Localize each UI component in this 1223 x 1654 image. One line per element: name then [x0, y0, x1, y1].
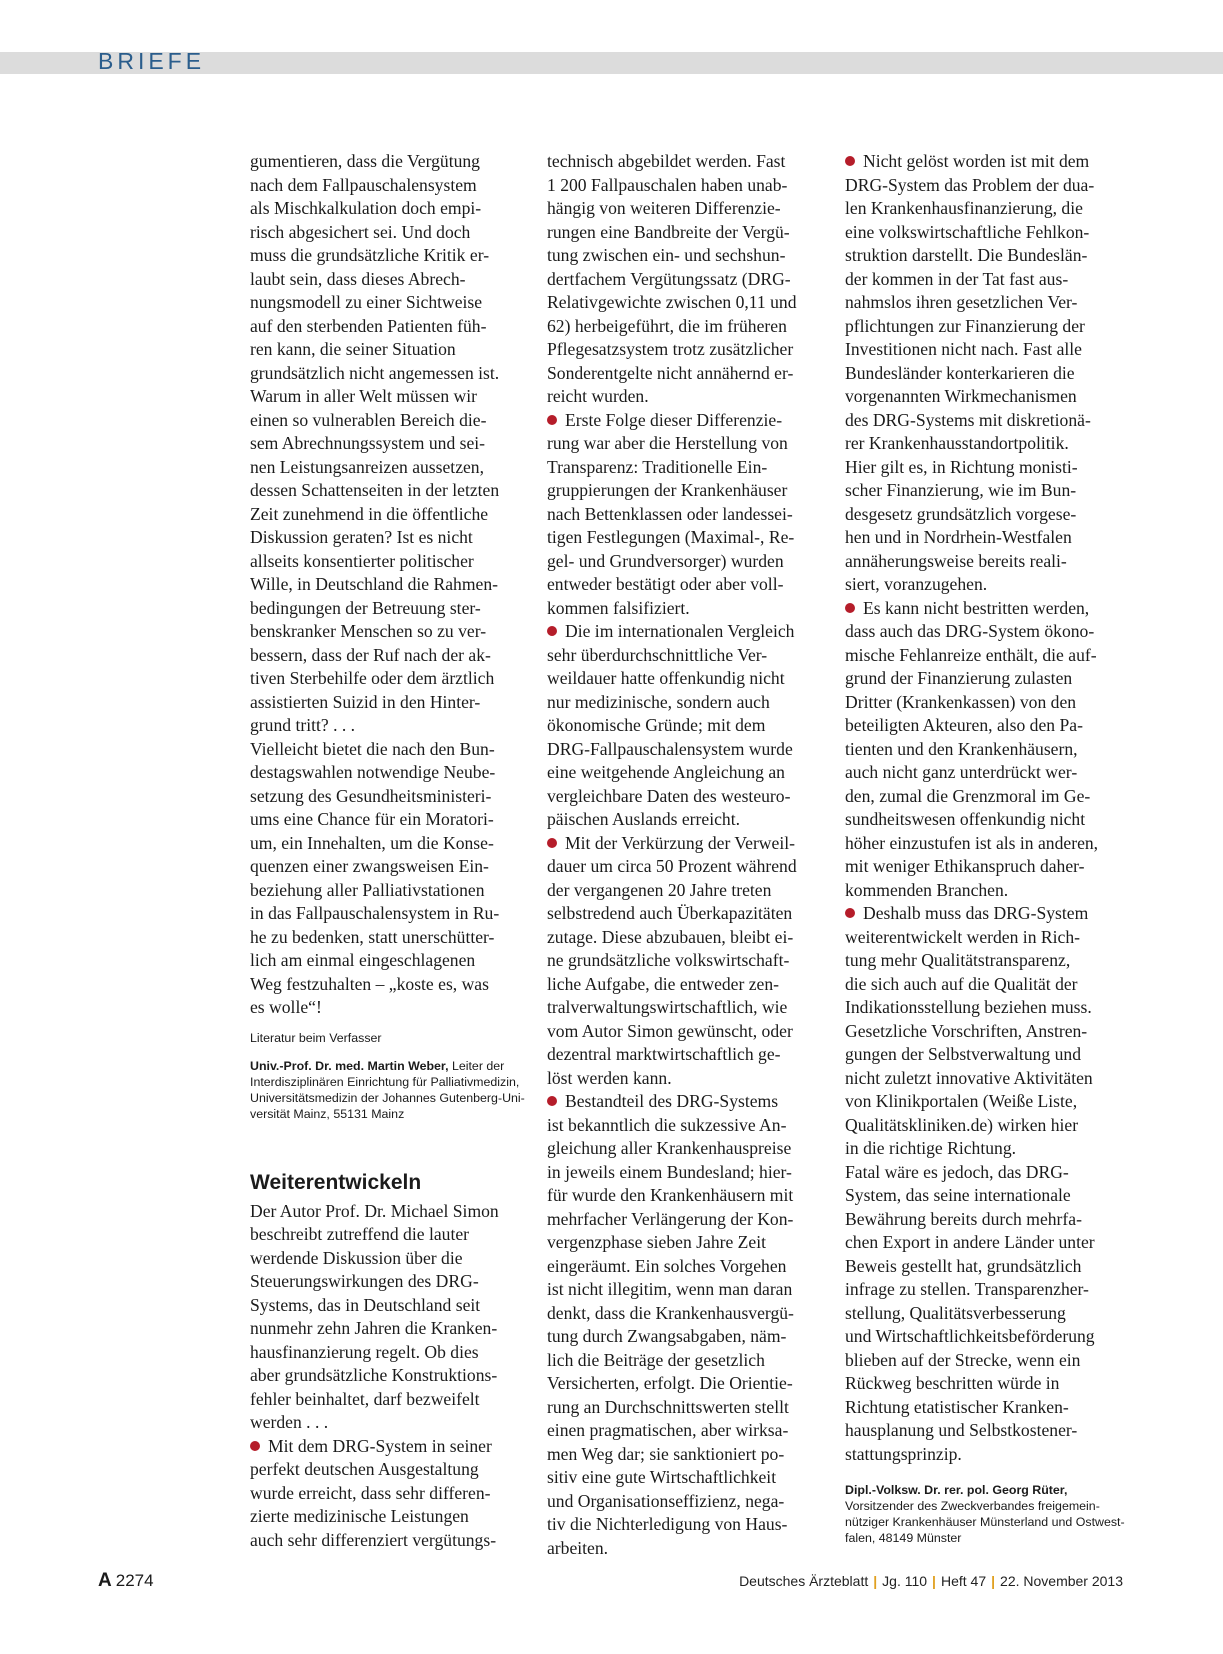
separator: |	[932, 1573, 936, 1589]
bullet-dot-icon	[547, 626, 557, 636]
bullet-dot-icon	[845, 908, 855, 918]
bullet-dot-icon	[547, 415, 557, 425]
bullet-text: Mit dem DRG-System in seiner perfekt deutschen Ausgestaltung wurde erreicht, dass sehr differen- zierte medizinische Leistungen auch sehr differenziert vergütungs-	[250, 1435, 497, 1550]
journal-volume: Jg. 110	[882, 1573, 928, 1589]
bullet-dot-icon	[845, 156, 855, 166]
separator: |	[991, 1573, 996, 1589]
column-1	[250, 150, 530, 1552]
paragraph: gumentieren, dass die Vergütung nach dem Fallpauschalensystem als Mischkalkulation doch empi- risch abgesichert sei. Und doch muss die grundsätzliche Kritik er- laubt sein, dass dieses Abrech- nungsmodell zu einer Sichtweise auf den sterbenden Patienten füh- ren kann, die seiner Situation grundsätzlich nicht angemessen ist. Warum in aller Welt müssen wir einen so vulnerablen Bereich die- sem Abrechnungssystem und sei- nen Leistungsanreizen aussetzen, dessen Schattenseiten in der letzten Zeit zunehmend in die öffentliche Diskussion geraten? Ist es nicht allseits konsentierter politischer Wille, in Deutschland die Rahmen- bedingungen der Betreuung ster- benskranker Menschen so zu ver- bessern, dass der Ruf nach der ak- tiven Sterbehilfe oder dem ärztlich assistierten Suizid in den Hinter- grund tritt? . . .	[250, 151, 500, 735]
paragraph: Vielleicht bietet die nach den Bun- destagswahlen notwendige Neube- setzung des Gesundheitsministeri- ums eine Chance für ein Moratori- um, ein Innehalten, um die Konse- quenzen einer zwangsweisen Ein- beziehung aller Palliativstationen in das Fallpauschalensystem in Ru- he zu bedenken, statt unerschütter- lich am einmal eingeschlagenen Weg festzuhalten – „koste es, was es wolle“!	[250, 738, 500, 1017]
column-3	[845, 150, 1135, 1546]
bullet-paragraph	[250, 1435, 530, 1553]
bullet-text: Nicht gelöst worden ist mit dem DRG-System das Problem der dua- len Krankenhausfinanzierung, die eine volkswirtschaftliche Fehlkon- struktion darstellt. Die Bundeslän- der kommen in der Tat fast aus- nahmslos ihren gesetzlichen Ver- pflichtungen zur Finanzierung der Investitionen nicht nach. Fast alle Bundesländer konterkarieren die vorgenannten Wirkmechanismen des DRG-Systems mit diskretionä- rer Krankenhausstandortpolitik. Hier gilt es, in Richtung monisti- scher Finanzierung, wie im Bun- desgesetz grundsätzlich vorgese- hen und in Nordrhein-Westfalen annäherungsweise bereits reali- siert, voranzugehen.	[845, 151, 1095, 594]
bullet-paragraph	[845, 902, 1135, 1161]
separator: |	[873, 1573, 878, 1589]
column-2	[547, 150, 827, 1560]
bullet-paragraph	[845, 597, 1135, 903]
section-label: BRIEFE	[98, 48, 206, 74]
journal-issue: Heft 47	[940, 1573, 987, 1589]
bullet-paragraph	[547, 832, 827, 1091]
paragraph: technisch abgebildet werden. Fast 1 200 Fallpauschalen haben unab- hängig von weiteren Differenzie- rungen eine Bandbreite der Vergü- tung zwischen ein- und sechshun- dertfachem Vergütungssatz (DRG- Relativgewichte zwischen 0,11 und 62) herbeigeführt, die im früheren Pflegesatzsystem trotz zusätzlicher Sonderentgelte nicht annähernd er- reicht wurden.	[547, 151, 797, 406]
bullet-paragraph	[547, 620, 827, 832]
page-number	[98, 1570, 154, 1592]
bullet-dot-icon	[250, 1441, 260, 1451]
bullet-text: Die im internationalen Vergleich sehr überdurchschnittliche Ver- weildauer hatte offenkundig nicht nur medizinische, sondern auch ökonomische Gründe; mit dem DRG-Fallpauschalensystem wurde eine weitgehende Angleichung an vergleichbare Daten des westeuro- päischen Auslands erreicht.	[547, 621, 795, 829]
bullet-dot-icon	[845, 603, 855, 613]
letter-heading: Weiterentwickeln	[250, 1170, 422, 1194]
bullet-text: Erste Folge dieser Differenzie- rung war aber die Herstellung von Transparenz: Traditionelle Ein- gruppierungen der Krankenhäuser nach Bettenklassen oder landessei- tigen Festlegungen (Maximal-, Re- gel- und Grundversorger) wurden entweder bestätigt oder aber voll- kommen falsifiziert.	[547, 409, 795, 618]
literature-note: Literatur beim Verfasser	[250, 1030, 382, 1045]
bullet-text: Deshalb muss das DRG-System weiterentwickelt werden in Rich- tung mehr Qualitätstransparenz, die sich auch auf die Qualität der Indikationsstellung beziehen muss. Gesetzliche Vorschriften, Anstren- gungen der Selbstverwaltung und nicht zuletzt innovative Aktivitäten von Klinikportalen (Weiße Liste, Qualitätskliniken.de) wirken hier in die richtige Richtung.	[845, 903, 1093, 1158]
author-signature	[250, 1058, 530, 1122]
page-number-value: 2274	[115, 1571, 154, 1590]
journal-info	[739, 1573, 1123, 1589]
author-affiliation: Vorsitzender des Zweckverbandes freigemein- nütziger Krankenhäuser Münsterland und Ostwest- falen, 48149 Münster	[845, 1499, 1125, 1545]
bullet-paragraph	[547, 409, 827, 621]
bullet-text: Es kann nicht bestritten werden, dass auch das DRG-System ökono- mische Fehlanreize enthält, die auf- grund der Finanzierung zulasten Dritter (Krankenkassen) von den beteiligten Akteuren, also den Pa- tienten und den Krankenhäusern, auch nicht ganz unterdrückt wer- den, zumal die Grenzmoral im Ge- sundheitswesen offenkundig nicht höher einzustufen ist als in anderen, mit weniger Ethikanspruch daher- kommenden Branchen.	[845, 597, 1099, 900]
journal-name: Deutsches Ärzteblatt	[739, 1573, 869, 1589]
author-affiliation: Leiter der Interdisziplinären Einrichtung für Palliativmedizin, Universitätsmedizin der Johannes Gutenberg-Uni- versität Mainz, 55131 Mainz	[250, 1058, 525, 1121]
author-name: Dipl.-Volksw. Dr. rer. pol. Georg Rüter,	[845, 1483, 1068, 1497]
author-name: Univ.-Prof. Dr. med. Martin Weber,	[250, 1058, 449, 1073]
bullet-dot-icon	[547, 1096, 557, 1106]
page-prefix: A	[98, 1570, 112, 1591]
paragraph: Fatal wäre es jedoch, das DRG- System, das seine internationale Bewährung bereits durch mehrfa- chen Export in andere Länder unter Beweis gestellt hat, grundsätzlich infrage zu stellen. Transparenzher- stellung, Qualitätsverbesserung und Wirtschaftlichkeitsbeförderung blieben auf der Strecke, wenn ein Rückweg beschritten würde in Richtung etatistischer Kranken- hausplanung und Selbstkostener- stattungsprinzip.	[845, 1161, 1095, 1464]
journal-date: 22. November 2013	[1000, 1573, 1123, 1589]
bullet-dot-icon	[547, 838, 557, 848]
bullet-paragraph	[845, 150, 1135, 597]
bullet-paragraph	[547, 1090, 827, 1560]
bullet-text: Mit der Verkürzung der Verweil- dauer um circa 50 Prozent während der vergangenen 20 Jahre treten selbstredend auch Überkapazitäten zutage. Diese abzubauen, bleibt ei- ne grundsätzliche volkswirtschaft- liche Aufgabe, die entweder zen- tralverwaltungswirtschaftlich, wie vom Autor Simon gewünscht, oder dezentral marktwirtschaftlich ge- löst werden kann.	[547, 832, 797, 1088]
paragraph: Der Autor Prof. Dr. Michael Simon beschreibt zutreffend die lauter werdende Diskussion über die Steuerungswirkungen des DRG- Systems, das in Deutschland seit nunmehr zehn Jahren die Kranken- hausfinanzierung regelt. Ob dies aber grundsätzliche Konstruktions- fehler beinhaltet, darf bezweifelt werden . . .	[250, 1200, 499, 1432]
author-signature	[845, 1482, 1135, 1546]
bullet-text: Bestandteil des DRG-Systems ist bekanntlich die sukzessive An- gleichung aller Krankenhauspreise in jeweils einem Bundesland; hier- für wurde den Krankenhäusern mit mehrfacher Verlängerung der Kon- vergenzphase sieben Jahre Zeit eingeräumt. Ein solches Vorgehen ist nicht illegitim, wenn man daran denkt, dass die Krankenhausvergü- tung durch Zwangsabgaben, näm- lich die Beiträge der gesetzlich Versicherten, erfolgt. Die Orientie- rung an Durchschnittswerten stellt einen pragmatischen, aber wirksa- men Weg dar; sie sanktioniert po- sitiv eine gute Wirtschaftlichkeit und Organisationseffizienz, nega- tiv die Nichterledigung von Haus- arbeiten.	[547, 1091, 794, 1558]
